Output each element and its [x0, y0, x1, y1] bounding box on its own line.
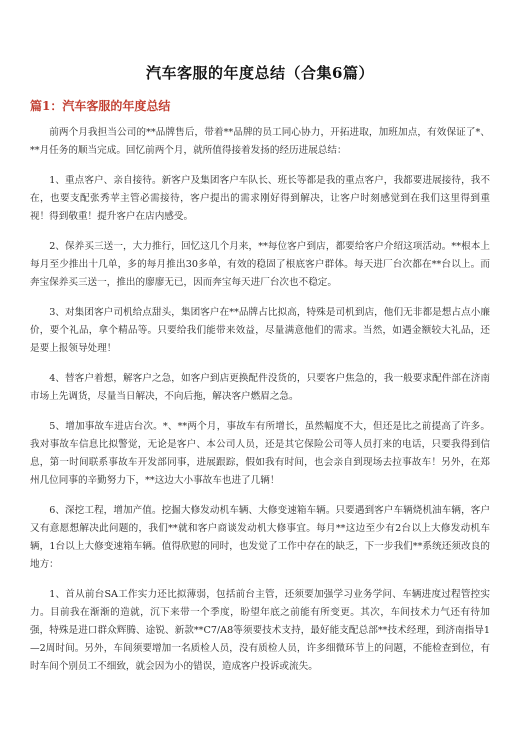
- paragraph: 4、替客户着想，解客户之急，如客户到店更换配件没货的，只要客户焦急的，我一般要求配件部在济南市场上先调货，尽量当日解决，不向后拖，解决客户燃眉之急。: [30, 373, 490, 402]
- document-title: 汽车客服的年度总结（合集6篇）: [146, 64, 374, 82]
- paragraph: 6、深挖工程，增加产值。挖掘大修发动机车辆、大修变速箱车辆。只要遇到客户车辆烧机油车辆，客户又有意愿想解决此问题的，我们**就和客户商谈发动机大修事宜。每月**这边至少有2台以上大修发动机车辆，1台以上大修变速箱车辆。值得欣慰的同时，也发觉了工作中存在的缺乏，下一步我们**系统还须改良的地方：: [30, 505, 490, 570]
- paragraph: 1、重点客户、亲自接待。新客户及集团客户车队长、班长等都是我的重点客户，我都要进展接待，我不在，也要支配张秀苹主管必需接待，客户提出的需求刚好得到解决，让客户时刻感觉到在我们这里得到重视！得到敬重！提升客户在店内感受。: [30, 175, 490, 222]
- section-heading: 篇1：汽车客服的年度总结: [30, 99, 171, 113]
- paragraph: 1、首从前台SA工作实力还比拟薄弱，包括前台主管，还须要加强学习业务学问、车辆进度过程管控实力。目前我在渐渐的造就，沉下来带一个季度，盼望年底之前能有所变更。其次，车间技术力气还有待加强，特殊是进口群众辉腾、途锐、新款**C7/A8等须要技术支持，最好能支配总部**技术经理，到济南指导1—2周时间。另外，车间须要增加一名质检人员，没有质检人员，许多细微环节上的问题，不能检查到位，有时车间个别员工不细致，就会因为小的错误，造成客户投诉或流失。: [30, 589, 490, 672]
- paragraph: 2、保养买三送一，大力推行，回忆这几个月来，**每位客户到店，都要给客户介绍这项活动。**根本上每月至少推出十几单，多的每月推出30多单，有效的稳固了根底客户群体。每天进厂台次都在**台以上。而奔宝保养买三送一，推出的廖廖无已，因而奔宝每天进厂台次也不稳定。: [30, 241, 490, 288]
- paragraph: 3、对集团客户司机给点甜头，集团客户在**品牌占比拟高，特殊是司机到店，他们无非都是想占点小廉价，要个礼品，拿个精品等。只要给我们能带来效益，尽量满意他们的需求。当然，如遇金额较大礼品，还是要上报领导处理！: [30, 307, 490, 354]
- paragraph: 5、增加事故车进店台次。*、**两个月，事故车有所增长，虽然幅度不大，但还是比之前提高了许多。我对事故车信息比拟警觉，无论是客户、本公司人员，还是其它保险公司等人员打来的电话，只要我得到信息，第一时间联系事故车开发部同事，进展跟踪，假如我有时间，也会亲自到现场去拉事故车！另外，在郑州几位同事的辛勤努力下，**这边大小事故车也进了几辆！: [30, 421, 490, 486]
- paragraph: 前两个月我担当公司的**品牌售后，带着**品牌的员工同心协力，开拓进取，加班加点，有效保证了*、**月任务的顺当完成。回忆前两个月，就所值得接着发扬的经历进展总结：: [30, 127, 490, 156]
